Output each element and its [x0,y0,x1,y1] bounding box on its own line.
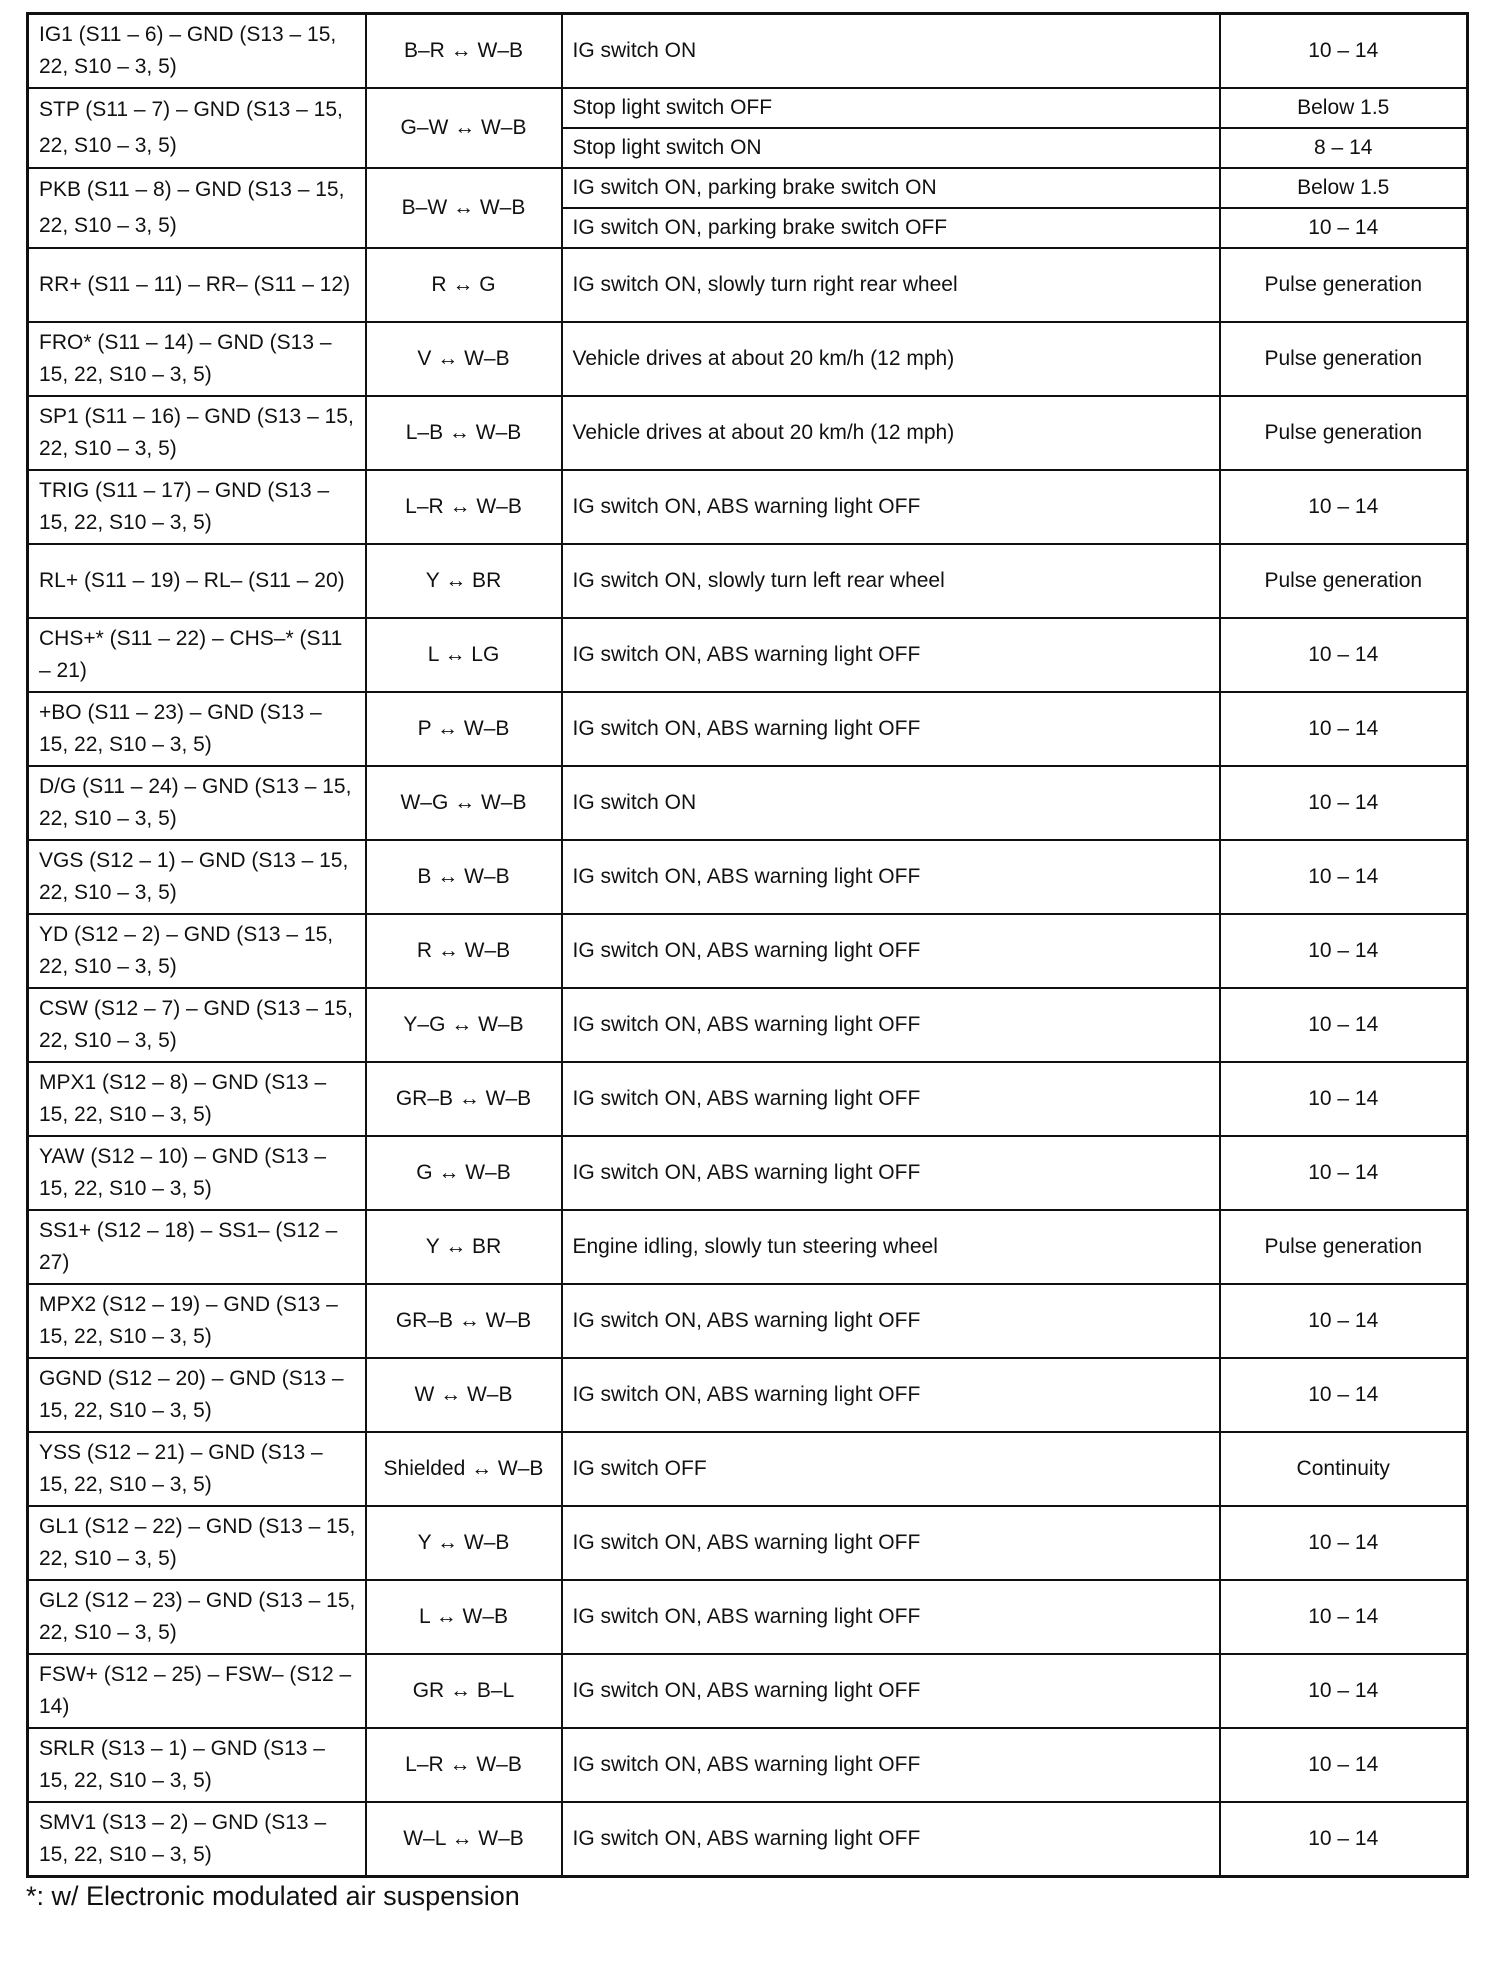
terminal-no-cell: MPX2 (S12 – 19) – GND (S13 –15, 22, S10 – 3, 5) [28,1284,366,1358]
table-row [28,1506,1468,1580]
table-row [28,396,1468,470]
wiring-color-cell: Y ↔ BR [366,544,562,618]
terminal-no-cell: FRO* (S11 – 14) – GND (S13 – 15, 22, S10 – 3, 5) [28,322,366,396]
table-body [28,14,1468,1877]
terminal-no-cell: SMV1 (S13 – 2) – GND (S13 – 15, 22, S10 – 3, 5) [28,1802,366,1877]
condition-cell: IG switch ON, ABS warning light OFF [562,1284,1220,1358]
specified-condition-cell: Pulse generation [1220,248,1468,322]
condition-cell: IG switch ON, ABS warning light OFF [562,1062,1220,1136]
table-row [28,840,1468,914]
condition-cell: IG switch ON, ABS warning light OFF [562,1506,1220,1580]
condition-cell: IG switch ON, ABS warning light OFF [562,1802,1220,1877]
wiring-color-cell: L–B ↔ W–B [366,396,562,470]
terminal-no-cell: CHS+* (S11 – 22) – CHS–* (S11 – 21) [28,618,366,692]
wiring-color-cell: L–R ↔ W–B [366,470,562,544]
wiring-color-cell: L ↔ LG [366,618,562,692]
table-row [28,1284,1468,1358]
terminal-inspection-sheet [26,12,1466,1912]
specified-condition-cell: Below 1.5 [1220,88,1468,128]
wiring-color-cell: Y–G ↔ W–B [366,988,562,1062]
specified-condition-cell: Below 1.5 [1220,168,1468,208]
table-row [28,544,1468,618]
specified-condition-cell: 10 – 14 [1220,692,1468,766]
table-row [28,168,1468,208]
wiring-color-cell: Y ↔ BR [366,1210,562,1284]
specified-condition-cell: 10 – 14 [1220,1728,1468,1802]
terminal-no-cell: +BO (S11 – 23) – GND (S13 – 15, 22, S10 – 3, 5) [28,692,366,766]
table-row [28,1358,1468,1432]
specified-condition-cell: 10 – 14 [1220,840,1468,914]
terminal-no-cell: CSW (S12 – 7) – GND (S13 – 15, 22, S10 – 3, 5) [28,988,366,1062]
wiring-color-cell: L–R ↔ W–B [366,1728,562,1802]
wiring-color-cell: Shielded ↔ W–B [366,1432,562,1506]
wiring-color-cell: R ↔ W–B [366,914,562,988]
terminal-no-cell: STP (S11 – 7) – GND (S13 – 15, 22, S10 – 3, 5) [28,88,366,168]
table-row [28,1580,1468,1654]
wiring-color-cell: L ↔ W–B [366,1580,562,1654]
wiring-color-cell: R ↔ G [366,248,562,322]
condition-cell: IG switch ON, parking brake switch OFF [562,208,1220,248]
specified-condition-cell: 10 – 14 [1220,1580,1468,1654]
table-row [28,1802,1468,1877]
wiring-color-cell: B–R ↔ W–B [366,14,562,89]
wiring-color-cell: GR–B ↔ W–B [366,1284,562,1358]
terminal-no-cell: VGS (S12 – 1) – GND (S13 – 15, 22, S10 – 3, 5) [28,840,366,914]
condition-cell: IG switch ON [562,766,1220,840]
specified-condition-cell: Pulse generation [1220,544,1468,618]
footnote: *: w/ Electronic modulated air suspension [26,1881,520,1911]
terminal-no-cell: SRLR (S13 – 1) – GND (S13 – 15, 22, S10 – 3, 5) [28,1728,366,1802]
wiring-color-cell: Y ↔ W–B [366,1506,562,1580]
terminal-no-cell: YSS (S12 – 21) – GND (S13 – 15, 22, S10 – 3, 5) [28,1432,366,1506]
condition-cell: IG switch ON, slowly turn left rear wheel [562,544,1220,618]
table-row [28,470,1468,544]
condition-cell: IG switch ON, ABS warning light OFF [562,1580,1220,1654]
condition-cell: IG switch ON, parking brake switch ON [562,168,1220,208]
specified-condition-cell: 10 – 14 [1220,988,1468,1062]
table-row [28,1728,1468,1802]
condition-cell: IG switch ON, ABS warning light OFF [562,840,1220,914]
table-row [28,988,1468,1062]
table-row [28,1210,1468,1284]
condition-cell: Stop light switch ON [562,128,1220,168]
terminal-no-cell: D/G (S11 – 24) – GND (S13 – 15, 22, S10 – 3, 5) [28,766,366,840]
condition-cell: IG switch ON, ABS warning light OFF [562,1728,1220,1802]
table-row [28,88,1468,128]
condition-cell: IG switch ON, ABS warning light OFF [562,1136,1220,1210]
table-row [28,248,1468,322]
condition-cell: Engine idling, slowly tun steering wheel [562,1210,1220,1284]
specified-condition-cell: 10 – 14 [1220,618,1468,692]
wiring-color-cell: GR ↔ B–L [366,1654,562,1728]
specified-condition-cell: Pulse generation [1220,1210,1468,1284]
terminal-no-cell: GGND (S12 – 20) – GND (S13 – 15, 22, S10 – 3, 5) [28,1358,366,1432]
terminal-no-cell: PKB (S11 – 8) – GND (S13 – 15, 22, S10 – 3, 5) [28,168,366,248]
wiring-color-cell: G–W ↔ W–B [366,88,562,168]
wiring-color-cell: B–W ↔ W–B [366,168,562,248]
specified-condition-cell: 10 – 14 [1220,1358,1468,1432]
wiring-color-cell: W–L ↔ W–B [366,1802,562,1877]
terminal-no-cell: TRIG (S11 – 17) – GND (S13 – 15, 22, S10 – 3, 5) [28,470,366,544]
condition-cell: IG switch ON, ABS warning light OFF [562,692,1220,766]
wiring-color-cell: G ↔ W–B [366,1136,562,1210]
specified-condition-cell: 10 – 14 [1220,470,1468,544]
terminal-no-cell: FSW+ (S12 – 25) – FSW– (S12 – 14) [28,1654,366,1728]
terminal-no-cell: YD (S12 – 2) – GND (S13 – 15, 22, S10 – 3, 5) [28,914,366,988]
terminal-no-cell: IG1 (S11 – 6) – GND (S13 – 15, 22, S10 – 3, 5) [28,14,366,89]
specified-condition-cell: 10 – 14 [1220,208,1468,248]
table-row [28,766,1468,840]
specified-condition-cell: 10 – 14 [1220,1284,1468,1358]
specified-condition-cell: 10 – 14 [1220,1506,1468,1580]
table-row [28,618,1468,692]
wiring-color-cell: V ↔ W–B [366,322,562,396]
condition-cell: IG switch ON, slowly turn right rear wheel [562,248,1220,322]
terminal-no-cell: RL+ (S11 – 19) – RL– (S11 – 20) [28,544,366,618]
terminal-no-cell: YAW (S12 – 10) – GND (S13 – 15, 22, S10 – 3, 5) [28,1136,366,1210]
table-row [28,1136,1468,1210]
terminal-voltage-table [26,12,1469,1878]
table-row [28,322,1468,396]
table-row [28,914,1468,988]
specified-condition-cell: 10 – 14 [1220,1802,1468,1877]
table-row [28,1432,1468,1506]
terminal-no-cell: SS1+ (S12 – 18) – SS1– (S12 – 27) [28,1210,366,1284]
table-row [28,14,1468,89]
specified-condition-cell: Continuity [1220,1432,1468,1506]
specified-condition-cell: 10 – 14 [1220,914,1468,988]
condition-cell: Stop light switch OFF [562,88,1220,128]
terminal-no-cell: SP1 (S11 – 16) – GND (S13 – 15, 22, S10 – 3, 5) [28,396,366,470]
specified-condition-cell: Pulse generation [1220,322,1468,396]
condition-cell: IG switch ON, ABS warning light OFF [562,1654,1220,1728]
wiring-color-cell: GR–B ↔ W–B [366,1062,562,1136]
table-row [28,1062,1468,1136]
terminal-no-cell: GL1 (S12 – 22) – GND (S13 – 15, 22, S10 – 3, 5) [28,1506,366,1580]
condition-cell: IG switch ON, ABS warning light OFF [562,914,1220,988]
terminal-no-cell: MPX1 (S12 – 8) – GND (S13 – 15, 22, S10 – 3, 5) [28,1062,366,1136]
condition-cell: Vehicle drives at about 20 km/h (12 mph) [562,396,1220,470]
table-row [28,692,1468,766]
condition-cell: IG switch ON [562,14,1220,89]
condition-cell: IG switch ON, ABS warning light OFF [562,988,1220,1062]
condition-cell: IG switch OFF [562,1432,1220,1506]
specified-condition-cell: 10 – 14 [1220,766,1468,840]
condition-cell: IG switch ON, ABS warning light OFF [562,470,1220,544]
terminal-no-cell: GL2 (S12 – 23) – GND (S13 – 15, 22, S10 – 3, 5) [28,1580,366,1654]
terminal-no-cell: RR+ (S11 – 11) – RR– (S11 – 12) [28,248,366,322]
specified-condition-cell: 10 – 14 [1220,1062,1468,1136]
wiring-color-cell: P ↔ W–B [366,692,562,766]
specified-condition-cell: 8 – 14 [1220,128,1468,168]
wiring-color-cell: W ↔ W–B [366,1358,562,1432]
specified-condition-cell: 10 – 14 [1220,1136,1468,1210]
specified-condition-cell: 10 – 14 [1220,1654,1468,1728]
table-row [28,1654,1468,1728]
condition-cell: IG switch ON, ABS warning light OFF [562,618,1220,692]
specified-condition-cell: Pulse generation [1220,396,1468,470]
wiring-color-cell: W–G ↔ W–B [366,766,562,840]
condition-cell: IG switch ON, ABS warning light OFF [562,1358,1220,1432]
condition-cell: Vehicle drives at about 20 km/h (12 mph) [562,322,1220,396]
specified-condition-cell: 10 – 14 [1220,14,1468,89]
wiring-color-cell: B ↔ W–B [366,840,562,914]
